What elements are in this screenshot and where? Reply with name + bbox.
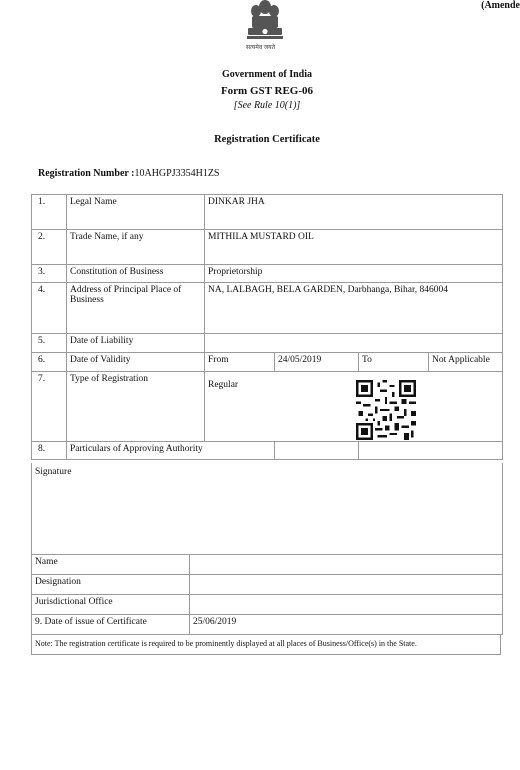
officer-details-table <box>31 554 503 635</box>
row-number: 1. <box>32 195 67 230</box>
trade-name-label: Trade Name, if any <box>67 230 205 265</box>
validity-from-value: 24/05/2019 <box>275 353 359 372</box>
registration-number-label: Registration Number : <box>38 168 135 179</box>
issue-date-value: 25/06/2019 <box>190 615 503 635</box>
validity-from-label: From <box>205 353 275 372</box>
registration-type-label: Type of Registration <box>67 372 205 442</box>
row-number: 4. <box>32 283 67 334</box>
officer-name-value <box>190 555 503 575</box>
table-row <box>32 615 503 635</box>
signature-label: Signature <box>35 467 72 477</box>
registration-number-value: 10AHGPJ3354H1ZS <box>134 168 220 179</box>
government-heading: Government of India <box>222 69 312 80</box>
approving-authority-value <box>275 442 359 460</box>
address-value: NA, LALBAGH, BELA GARDEN, Darbhanga, Bihar, 846004 <box>205 283 503 334</box>
table-row <box>32 230 503 265</box>
signature-section <box>31 463 503 555</box>
designation-value <box>190 575 503 595</box>
trade-name-value: MITHILA MUSTARD OIL <box>205 230 503 265</box>
officer-name-label: Name <box>32 555 190 575</box>
qr-code-icon <box>356 380 416 440</box>
emblem-motto: सत्यमेव जयते <box>246 45 276 51</box>
jurisdictional-office-label: Jurisdictional Office <box>32 595 190 615</box>
table-row <box>32 555 503 575</box>
issue-date-label: 9. Date of issue of Certificate <box>32 615 190 635</box>
registration-type-value: Regular <box>208 380 239 390</box>
table-row <box>32 265 503 283</box>
rule-reference: [See Rule 10(1)] <box>233 100 301 111</box>
constitution-value: Proprietorship <box>205 265 503 283</box>
registration-type-value-cell <box>205 372 503 442</box>
table-row <box>32 353 503 372</box>
row-number: 7. <box>32 372 67 442</box>
jurisdictional-office-value <box>190 595 503 615</box>
registration-number-line <box>38 168 220 179</box>
certificate-details-table <box>31 194 503 460</box>
legal-name-value: DINKAR JHA <box>205 195 503 230</box>
row-number: 5. <box>32 334 67 353</box>
validity-to-label: To <box>359 353 429 372</box>
table-row <box>32 283 503 334</box>
table-row <box>32 575 503 595</box>
certificate-title: Registration Certificate <box>214 134 320 145</box>
row-number: 6. <box>32 353 67 372</box>
row-number: 2. <box>32 230 67 265</box>
liability-value <box>205 334 503 353</box>
designation-label: Designation <box>32 575 190 595</box>
row-number: 8. <box>32 442 67 460</box>
approving-authority-label: Particulars of Approving Authority <box>67 442 275 460</box>
amendment-label: (Amende <box>481 0 520 11</box>
table-row <box>32 372 503 442</box>
validity-to-value: Not Applicable <box>429 353 503 372</box>
constitution-label: Constitution of Business <box>67 265 205 283</box>
table-row <box>32 334 503 353</box>
approving-authority-extra <box>359 442 503 460</box>
validity-label: Date of Validity <box>67 353 205 372</box>
table-row <box>32 195 503 230</box>
display-note: Note: The registration certificate is required to be prominently displayed at all places of Business/Office(s) in the State. <box>31 634 501 655</box>
row-number: 3. <box>32 265 67 283</box>
liability-label: Date of Liability <box>67 334 205 353</box>
table-row <box>32 595 503 615</box>
address-label: Address of Principal Place of Business <box>67 283 205 334</box>
table-row <box>32 442 503 460</box>
form-title: Form GST REG-06 <box>220 85 314 97</box>
legal-name-label: Legal Name <box>67 195 205 230</box>
